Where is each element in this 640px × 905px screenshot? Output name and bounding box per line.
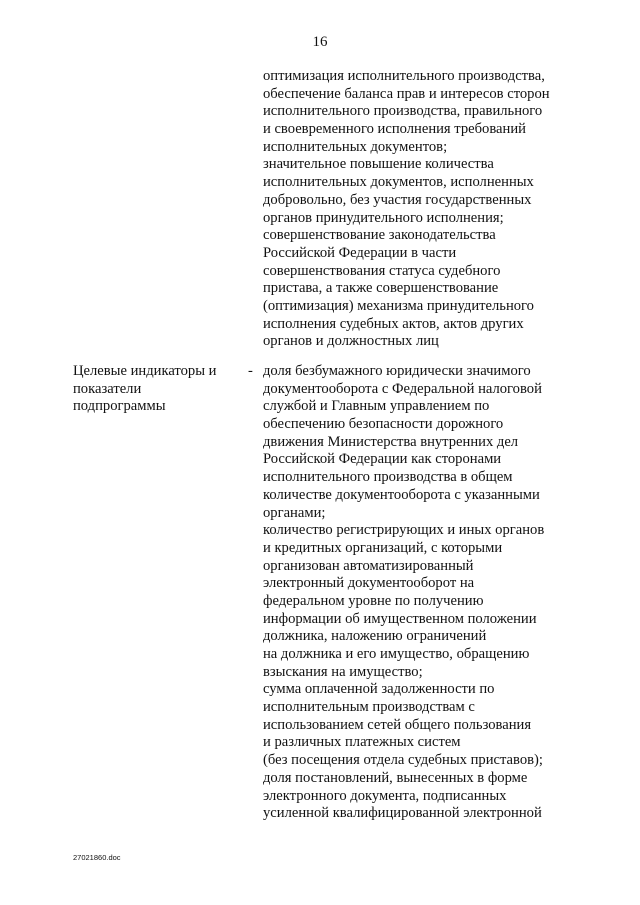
page-number: 16 xyxy=(312,34,328,50)
text-line: исполнительного производства в общем xyxy=(263,469,513,486)
label-line: Целевые индикаторы и xyxy=(73,363,217,379)
text-line: исполнительного производства, правильного xyxy=(263,103,543,120)
text-line: и своевременного исполнения требований xyxy=(263,121,526,138)
text-line: органов и должностных лиц xyxy=(263,333,439,350)
text-line: (оптимизация) механизма принудительного xyxy=(263,297,534,314)
text-line: совершенствования статуса судебного xyxy=(263,262,501,279)
text-line: и различных платежных систем xyxy=(263,734,461,751)
list-dash: - xyxy=(248,363,253,379)
label-line: подпрограммы xyxy=(73,398,166,415)
text-line: документооборота с Федеральной налоговой xyxy=(263,380,542,397)
text-line: организован автоматизированный xyxy=(263,557,474,574)
text-line: добровольно, без участия государственных xyxy=(263,191,532,208)
text-line: совершенствование законодательства xyxy=(263,227,496,244)
text-line: службой и Главным управлением по xyxy=(263,398,490,415)
text-line: взыскания на имущество; xyxy=(263,663,423,680)
text-line: пристава, а также совершенствование xyxy=(263,280,499,297)
indicators-text-block xyxy=(263,363,563,823)
text-line: органами; xyxy=(263,504,326,521)
text-line: усиленной квалифицированной электронной xyxy=(263,805,542,822)
text-line: обеспечению безопасности дорожного xyxy=(263,416,504,433)
text-line: исполнительным производствам с xyxy=(263,699,475,716)
text-line: использованием сетей общего пользования xyxy=(263,716,532,733)
text-line: электронного документа, подписанных xyxy=(263,787,507,804)
text-line: Российской Федерации как сторонами xyxy=(263,451,502,468)
text-line: значительное повышение количества xyxy=(263,156,494,173)
text-line: (без посещения отдела судебных приставов); xyxy=(263,752,543,769)
text-line: на должника и его имущество, обращению xyxy=(263,646,530,662)
text-line: исполнительных документов, исполненных xyxy=(263,174,534,191)
text-line: должника, наложению ограничений xyxy=(263,628,487,645)
footer-filename: 27021860.doc xyxy=(73,853,121,862)
text-line: исполнения судебных актов, актов других xyxy=(263,315,524,332)
text-line: оптимизация исполнительного производства, xyxy=(263,68,545,84)
text-line: органов принудительного исполнения; xyxy=(263,209,504,226)
text-line: количестве документооборота с указанными xyxy=(263,486,540,503)
text-line: движения Министерства внутренних дел xyxy=(263,433,519,450)
indicators-label xyxy=(73,363,216,416)
text-line: количество регистрирующих и иных органов xyxy=(263,522,545,539)
label-line: показатели xyxy=(73,380,142,397)
text-line: сумма оплаченной задолженности по xyxy=(263,681,495,698)
text-line: исполнительных документов; xyxy=(263,138,448,155)
text-line: федеральном уровне по получению xyxy=(263,592,484,609)
text-line: доля постановлений, вынесенных в форме xyxy=(263,769,528,786)
text-line: электронный документооборот на xyxy=(263,575,475,592)
objectives-text-block xyxy=(263,68,563,351)
text-line: информации об имущественном положении xyxy=(263,610,537,627)
text-line: доля безбумажного юридически значимого xyxy=(263,363,531,379)
text-line: Российской Федерации в части xyxy=(263,244,457,261)
text-line: и кредитных организаций, с которыми xyxy=(263,539,503,556)
text-line: обеспечение баланса прав и интересов сторон xyxy=(263,85,550,102)
